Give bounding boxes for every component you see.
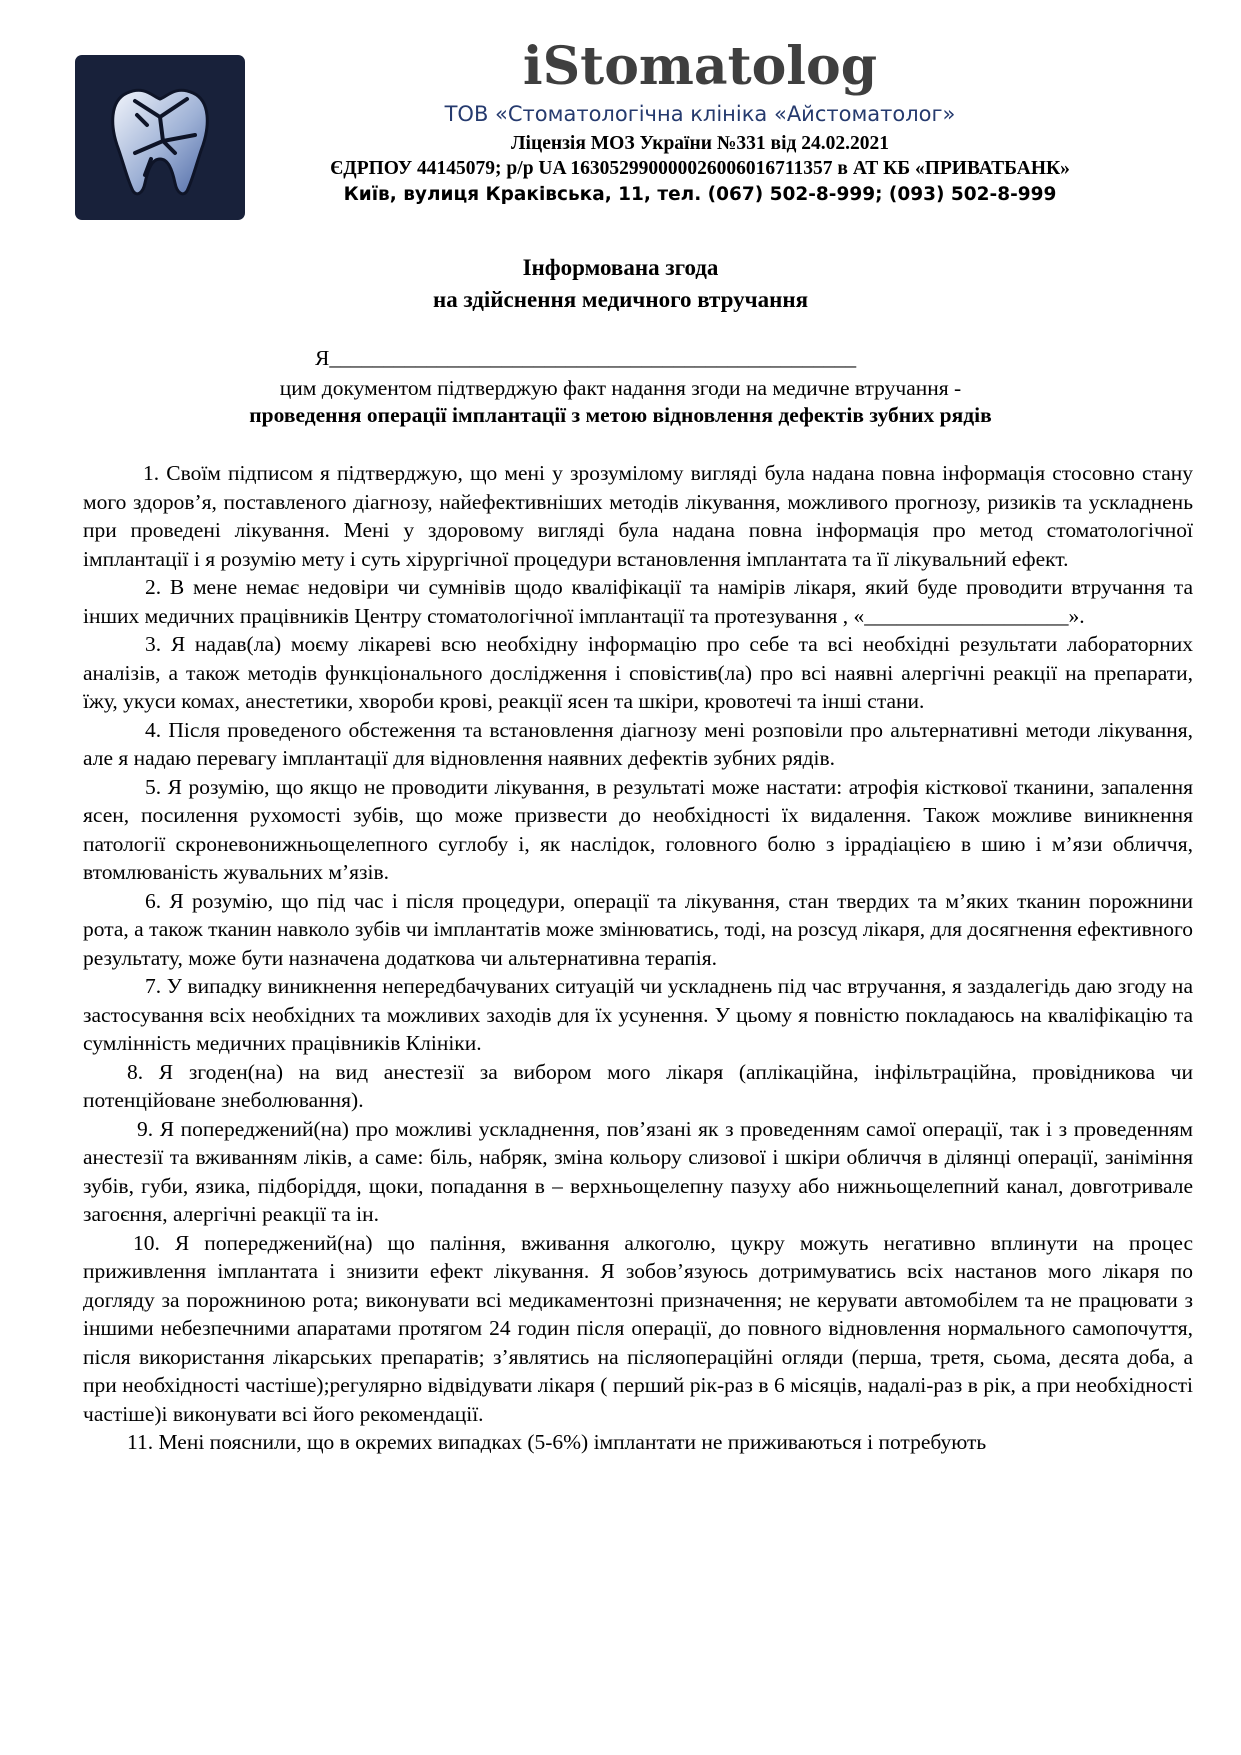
consent-item-10: 10. Я попереджений(на) що паління, вживання алкоголю, цукру можуть негативно вплинути на процес приживлення імплантата і знизити ефект лікування. Я зобов’язуюсь дотримуватись всіх настанов мого лікаря по догляду за порожниною рота; виконувати всі медикаментозні призначення; не керувати автомобілем та не працювати з іншими небезпечними апаратами протягом 24 годин після операції, до повного відновлення нормального самопочуття, після використання лікарських препаратів; з’являтись на післяопераційні огляди (перша, третя, сьома, десята доба, а при необхідності частіше);регулярно відвідувати лікаря ( перший рік-раз в 6 місяців, надалі-раз в рік, а при необхідності частіше)і виконувати всі його рекомендації.	[83, 1230, 1193, 1426]
document-title: Інформована згода	[522, 255, 719, 280]
consent-item-2: 2. В мене немає недовіри чи сумнівів щодо кваліфікації та намірів лікаря, який буде проводити втручання та інших медичних працівників Центру стоматологічної імплантації та протезування , «___________________».	[83, 575, 1193, 628]
consent-item-6: 6. Я розумію, що під час і після процедури, операції та лікування, стан твердих та м’яких тканин порожнини рота, а також тканин навколо зубів чи імплантатів може змінюватись, тоді, на розсуд лікаря, для досягнення ефективного результату, може бути назначена додаткова чи альтернативна терапія.	[83, 888, 1194, 970]
consent-item-1: 1. Своїм підписом я підтверджую, що мені у зрозумілому вигляді була надана повна інформація стосовно стану мого здоров’я, поставленого діагнозу, найефективніших методів лікування, можливого прогнозу, ризиків та ускладнень при проведені лікування. Мені у здоровому вигляді була надана повна інформація про метод стоматологічної імплантації і я розумію мету і суть хірургічної процедури встановлення імплантата та її лікувальний ефект.	[83, 461, 1193, 571]
consent-item-9: 9. Я попереджений(на) про можливі ускладнення, пов’язані як з проведенням самої операції, так і з проведенням анестезії та вживанням ліків, а саме: біль, набряк, зміна кольору слизової і шкіри обличчя в ділянці операції, заніміння зубів, губи, язика, підборіддя, щоки, попадання в – верхньощелепну пазуху або нижньощелепний канал, довготривале загоєння, алергічні реакції та ін.	[83, 1116, 1193, 1226]
consent-item-7: 7. У випадку виникнення непередбачуваних ситуацій чи ускладнень під час втручання, я заздалегідь даю згоду на застосування всіх необхідних та можливих заходів для їх усунення. У цьому я повністю покладаюсь на кваліфікацію та сумлінність медичних працівників Клініки.	[83, 974, 1193, 1055]
company-name: ТОВ «Стоматологічна клініка «Айстоматолог»	[444, 102, 956, 126]
consent-item-3: 3. Я надав(ла) моєму лікареві всю необхідну інформацію про себе та всі необхідні результати лабораторних аналізів, а також методів функціонального дослідження і сповістив(ла) про всі наявні алергічні реакції на препарати, їжу, укуси комах, анестетики, хвороби крові, реакції ясен та шкіри, кровотечі та інші стани.	[83, 632, 1193, 713]
bank-details-line: ЄДРПОУ 44145079; р/р UA 163052990000026006016711357 в АТ КБ «ПРИВАТБАНК»	[330, 158, 1070, 179]
consent-item-5: 5. Я розумію, що якщо не проводити лікування, в результаті може настати: атрофія кісткової тканини, запалення ясен, посилення рухомості зубів, що може призвести до необхідності їх видалення. Також можливе виникнення патології скроневонижньощелепного суглобу і, як наслідок, головного болю з іррадіацією в шию і м’язи обличчя, втомлюваність жувальних м’язів.	[83, 774, 1193, 884]
document-subtitle: на здійснення медичного втручання	[432, 287, 809, 312]
brand-name: iStomatolog	[522, 36, 878, 97]
consent-body	[83, 459, 1193, 1457]
consent-statement: цим документом підтверджую факт надання згоди на медичне втручання -	[279, 376, 962, 400]
consent-item-11: 11. Мені пояснили, що в окремих випадках (5-6%) імплантати не приживаються і потребують	[127, 1430, 987, 1454]
license-line: Ліцензія МОЗ України №331 від 24.02.2021	[511, 133, 889, 154]
address-line: Київ, вулиця Краківська, 11, тел. (067) 502-8-999; (093) 502-8-999	[343, 184, 1057, 205]
consent-item-4: 4. Після проведеного обстеження та встановлення діагнозу мені розповіли про альтернативні методи лікування, але я надаю перевагу імплантації для відновлення наявних дефектів зубних рядів.	[83, 717, 1193, 770]
procedure-subject: проведення операції імплантації з метою відновлення дефектів зубних рядів	[249, 403, 992, 427]
patient-name-line: Я_________________________________________________	[315, 346, 857, 370]
consent-item-8: 8. Я згоден(на) на вид анестезії за вибором мого лікаря (аплікаційна, інфільтраційна, провідникова чи потенційоване знеболювання).	[83, 1059, 1193, 1112]
